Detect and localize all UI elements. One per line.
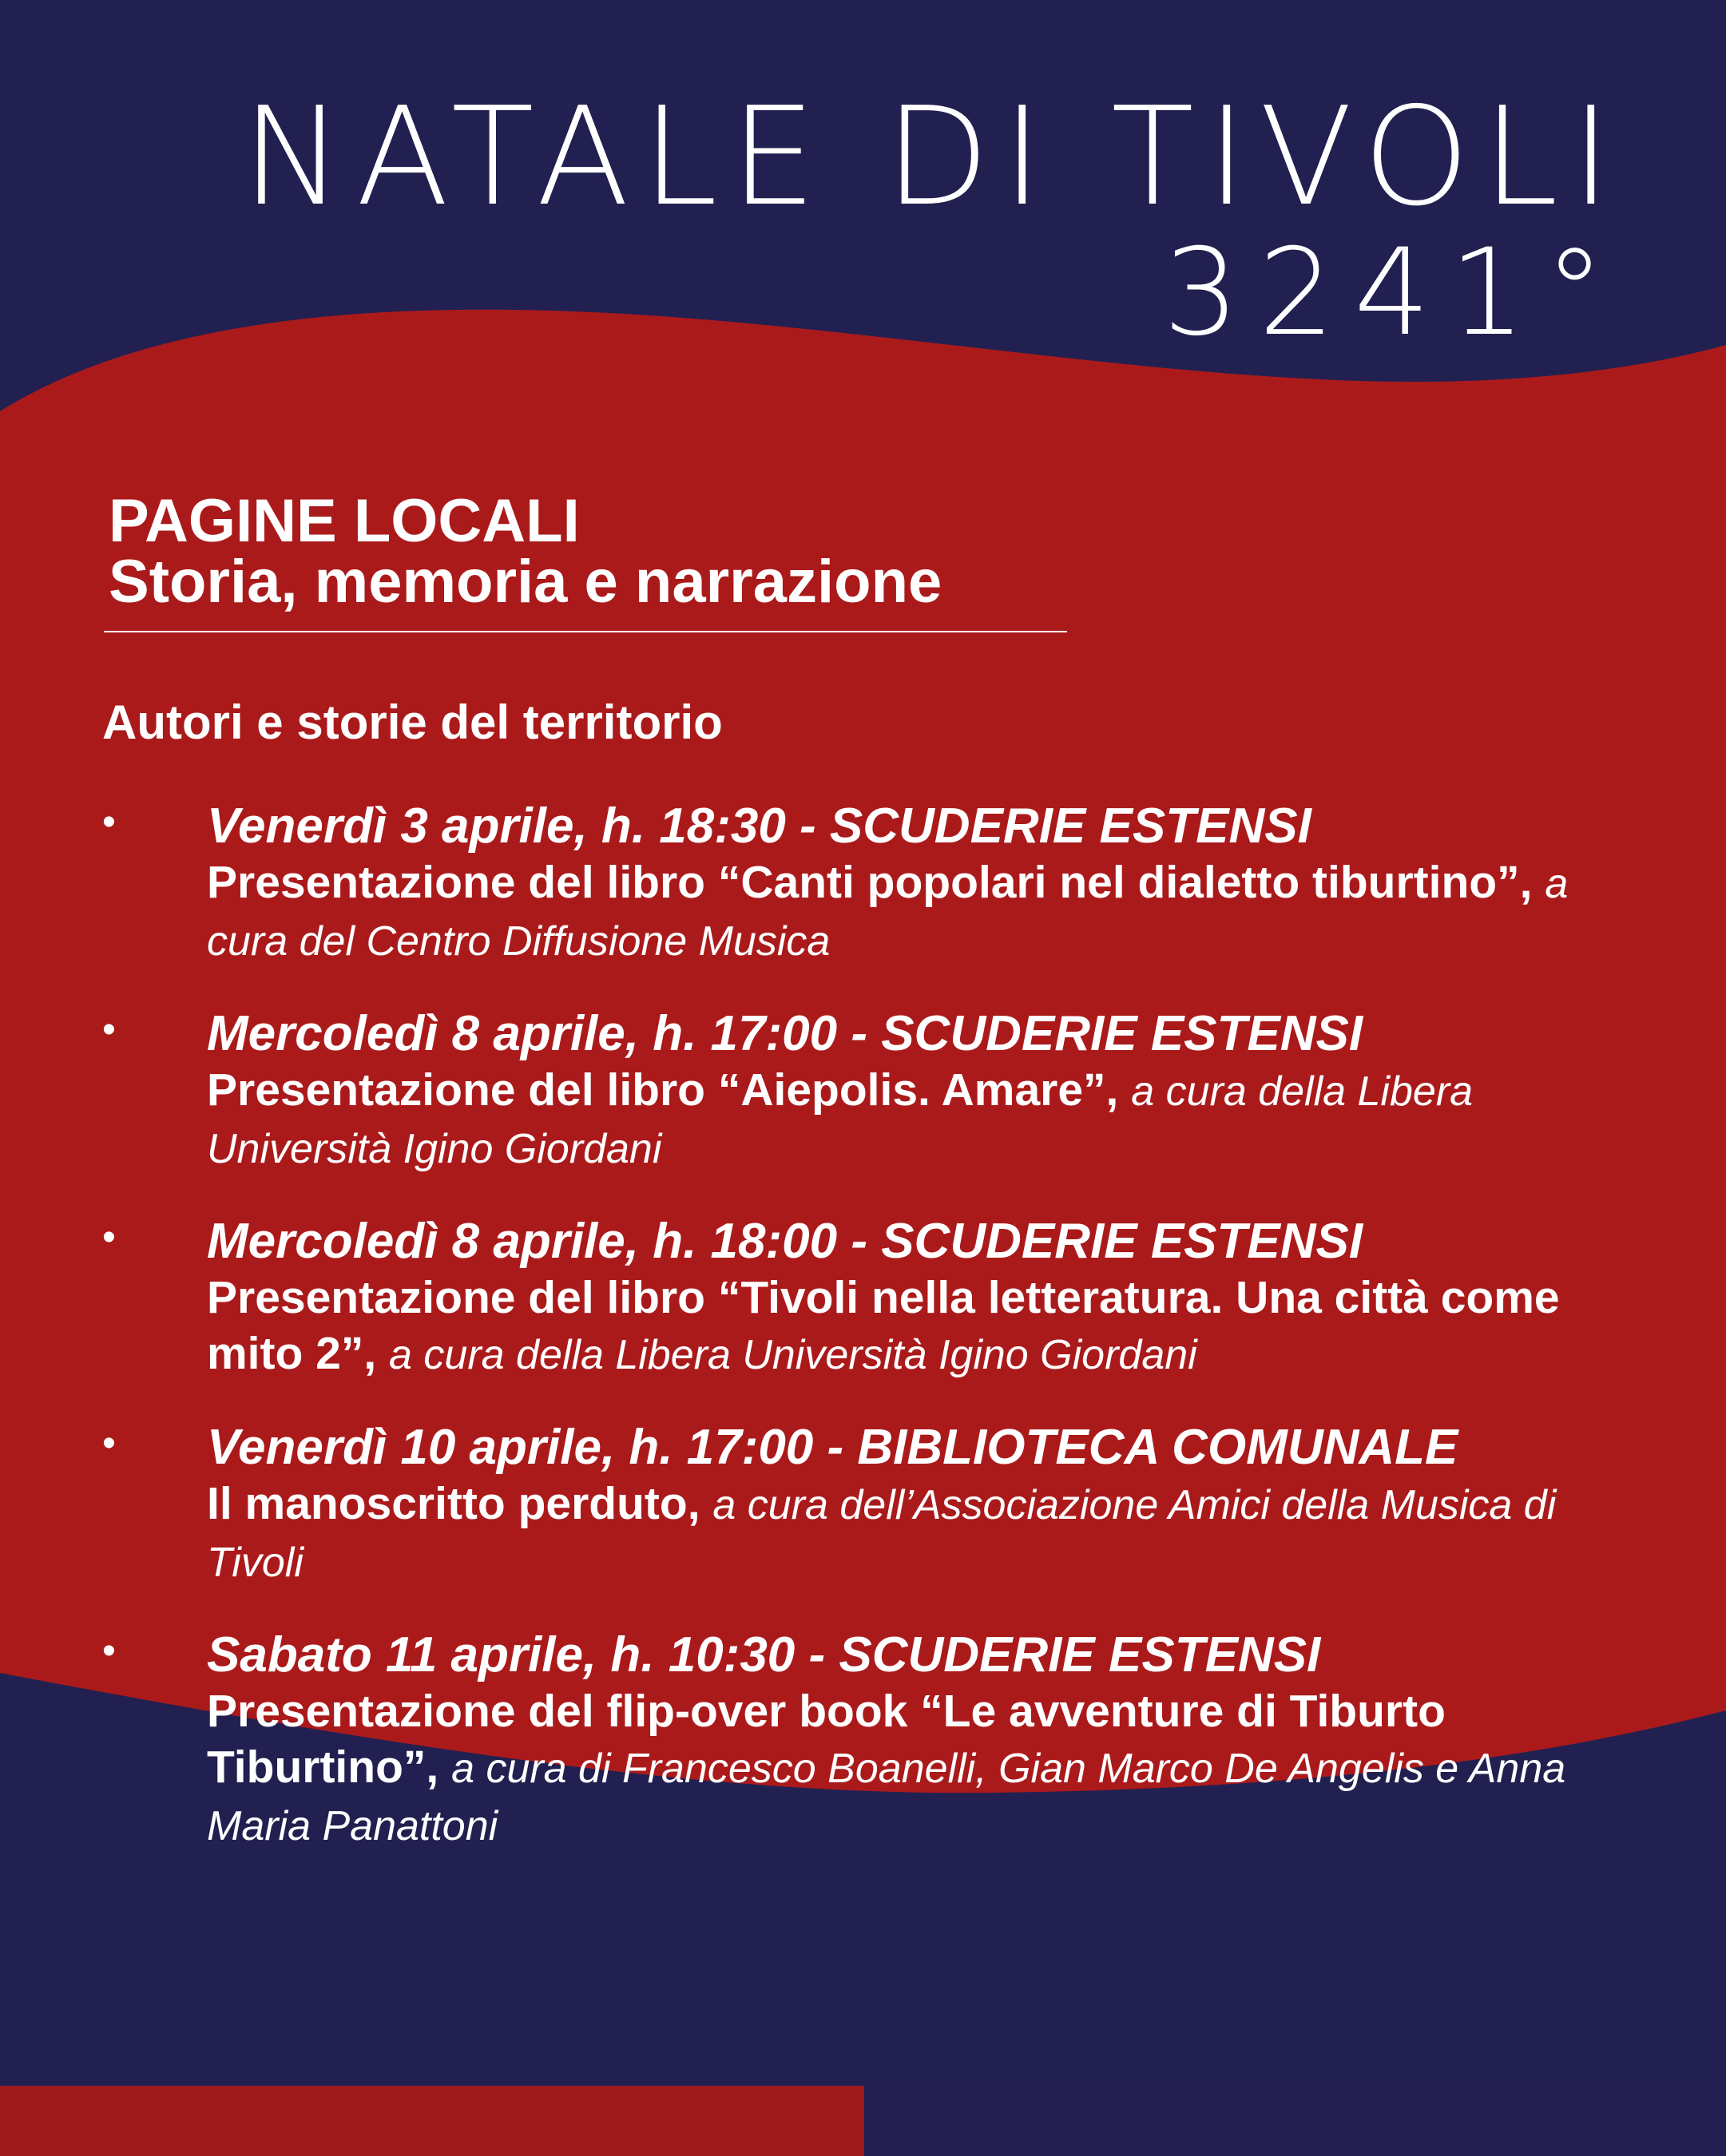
event-date-venue: Sabato 11 aprile, h. 10:30 - SCUDERIE ESTENSI [207, 1627, 1321, 1682]
section-heading [109, 487, 942, 616]
bullet-icon: • [102, 801, 116, 843]
event-organizer: a cura dell’Associazione Amici della Musica di Tivoli [207, 1482, 1557, 1586]
section-intro: Autori e storie del territorio [102, 696, 723, 749]
event-item [102, 1420, 1636, 1591]
event-organizer: a cura della Libera Università Igino Giordani [207, 1068, 1474, 1172]
event-date-venue: Venerdì 3 aprile, h. 18:30 - SCUDERIE ESTENSI [207, 799, 1311, 854]
bullet-icon: • [102, 1009, 116, 1051]
event-description [207, 1686, 1565, 1850]
event-description [207, 857, 1568, 965]
event-organizer: a cura di Francesco Boanelli, Gian Marco De Angelis e Anna Maria Panattoni [207, 1746, 1566, 1849]
event-description [207, 1478, 1556, 1587]
section-heading-title: PAGINE LOCALI [109, 487, 580, 555]
event-title-text: Presentazione del libro “Canti popolari nel dialetto tiburtino”, [207, 857, 1533, 908]
event-date-venue: Mercoledì 8 aprile, h. 17:00 - SCUDERIE ESTENSI [207, 1006, 1363, 1061]
event-title-text: Presentazione del libro “Tivoli nella letteratura. Una città come mito 2”, [207, 1272, 1560, 1379]
event-title-text: Presentazione del libro “Aiepolis. Amare”, [207, 1064, 1119, 1116]
event-item [102, 1627, 1636, 1854]
event-title: NATALE DI TIVOLI [241, 78, 1624, 236]
event-date-venue: Venerdì 10 aprile, h. 17:00 - BIBLIOTECA COMUNALE [207, 1420, 1458, 1475]
event-description [207, 1272, 1560, 1379]
footer-navy-block [864, 2086, 1726, 2156]
event-description [207, 1064, 1473, 1173]
event-organizer: a cura del Centro Diffusione Musica [207, 861, 1569, 965]
footer-red-block [0, 2086, 864, 2156]
section-heading-subtitle: Storia, memoria e narrazione [109, 548, 942, 616]
bullet-icon: • [102, 1630, 116, 1672]
event-item [102, 1214, 1636, 1383]
bullet-icon: • [102, 1216, 116, 1258]
event-title-text: Il manoscritto perduto, [207, 1478, 700, 1529]
bullet-icon: • [102, 1422, 116, 1464]
event-title-text: Presentazione del flip-over book “Le avventure di Tiburto Tiburtino”, [207, 1686, 1446, 1793]
anniversary-number: 3241° [1163, 224, 1624, 363]
event-item [102, 799, 1636, 969]
event-organizer: a cura della Libera Università Igino Giordani [389, 1332, 1197, 1378]
heading-divider [104, 631, 1067, 632]
event-item [102, 1006, 1636, 1177]
event-list [102, 799, 1636, 1891]
event-date-venue: Mercoledì 8 aprile, h. 18:00 - SCUDERIE ESTENSI [207, 1214, 1363, 1269]
